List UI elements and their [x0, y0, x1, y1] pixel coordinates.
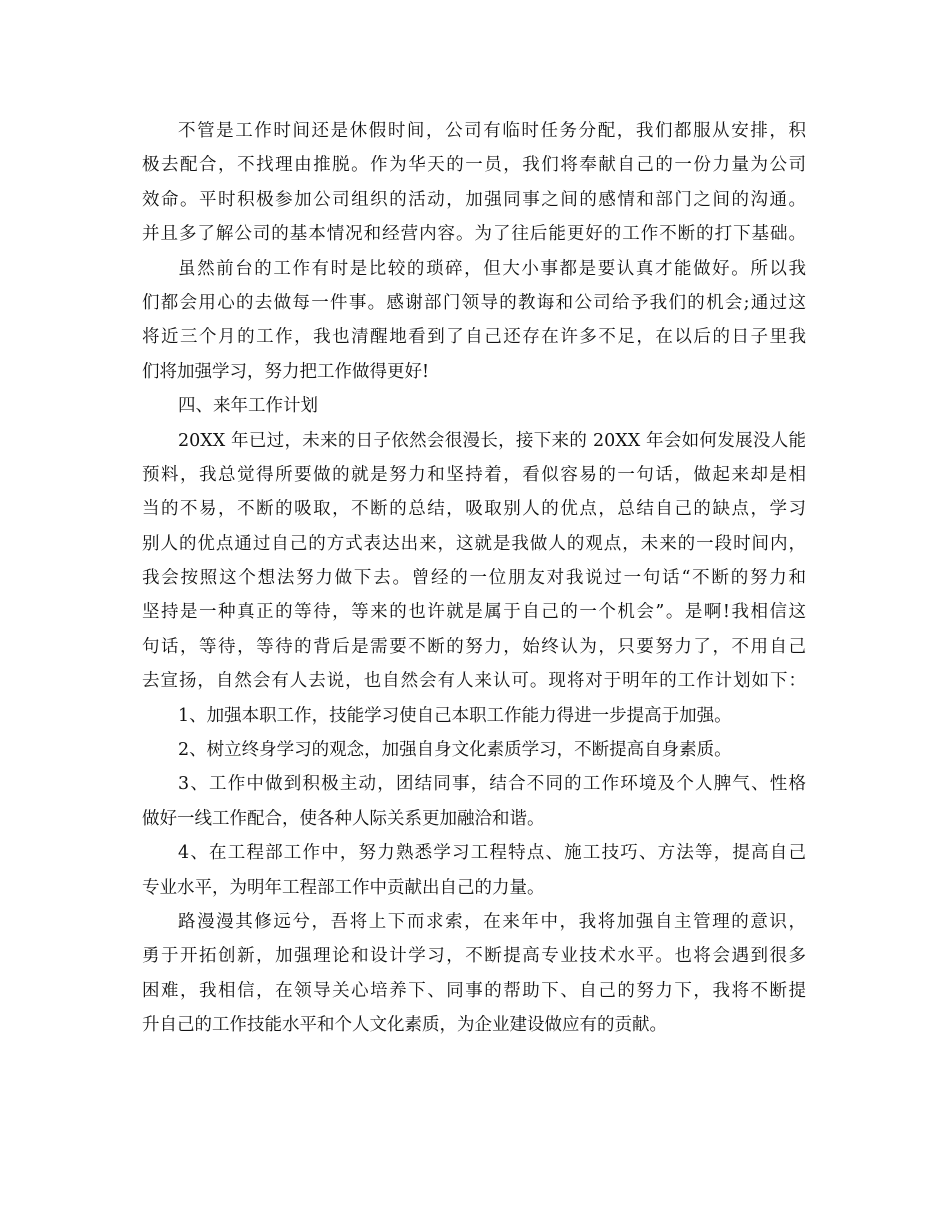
plan-item: 2、树立终身学习的观念，加强自身文化素质学习，不断提高自身素质。: [178, 740, 732, 761]
text-line: 勇于开拓创新，加强理论和设计学习，不断提高专业技术水平。也将会遇到很多: [142, 946, 806, 967]
text-line: 我会按照这个想法努力做下去。曾经的一位朋友对我说过一句话“不断的努力和: [142, 568, 806, 589]
text-line: 做好一线工作配合，使各种人际关系更加融洽和谐。: [142, 808, 545, 829]
text-line: 当的不易，不断的吸取，不断的总结，吸取别人的优点，总结自己的缺点，学习: [142, 499, 806, 520]
plan-item: 3、工作中做到积极主动，团结同事，结合不同的工作环境及个人脾气、性格: [178, 774, 806, 795]
text-line: 去宣扬，自然会有人去说，也自然会有人来认可。现将对于明年的工作计划如下：: [142, 671, 806, 692]
text-line: 路漫漫其修远兮，吾将上下而求索，在来年中，我将加强自主管理的意识，: [178, 911, 806, 932]
text-line: 20XX 年已过，未来的日子依然会很漫长，接下来的 20XX 年会如何发展没人能: [178, 430, 806, 451]
text-line: 别人的优点通过自己的方式表达出来，这就是我做人的观点，未来的一段时间内，: [142, 533, 806, 554]
text-line: 们将加强学习，努力把工作做得更好!: [142, 361, 430, 382]
text-line: 升自己的工作技能水平和个人文化素质，为企业建设做应有的贡献。: [142, 1015, 667, 1036]
text-line: 并且多了解公司的基本情况和经营内容。为了往后能更好的工作不断的打下基础。: [142, 224, 806, 245]
text-line: 不管是工作时间还是休假时间，公司有临时任务分配，我们都服从安排，积: [178, 121, 806, 141]
plan-item: 4、在工程部工作中，努力熟悉学习工程特点、施工技巧、方法等，提高自己: [178, 843, 806, 864]
text-line: 坚持是一种真正的等待，等来的也许就是属于自己的一个机会”。是啊!我相信这: [142, 602, 806, 623]
text-line: 专业水平，为明年工程部工作中贡献出自己的力量。: [142, 877, 545, 898]
text-line: 困难，我相信，在领导关心培养下、同事的帮助下、自己的努力下，我将不断提: [142, 980, 806, 1001]
text-line: 句话，等待，等待的背后是需要不断的努力，始终认为，只要努力了，不用自己: [142, 636, 806, 657]
plan-item: 1、加强本职工作，技能学习使自己本职工作能力得进一步提高于加强。: [178, 705, 732, 726]
text-line: 将近三个月的工作，我也清醒地看到了自己还存在许多不足，在以后的日子里我: [142, 327, 806, 348]
section-heading: 四、来年工作计划: [178, 396, 318, 417]
text-line: 预料，我总觉得所要做的就是努力和坚持着，看似容易的一句话，做起来却是相: [142, 464, 806, 485]
text-line: 效命。平时积极参加公司组织的活动，加强同事之间的感情和部门之间的沟通。: [142, 189, 806, 210]
text-line: 极去配合，不找理由推脱。作为华天的一员，我们将奉献自己的一份力量为公司: [142, 155, 806, 176]
text-line: 们都会用心的去做每一件事。感谢部门领导的教诲和公司给予我们的机会;通过这: [142, 292, 806, 313]
text-line: 虽然前台的工作有时是比较的琐碎，但大小事都是要认真才能做好。所以我: [178, 258, 806, 279]
document-page: [142, 114, 806, 1043]
